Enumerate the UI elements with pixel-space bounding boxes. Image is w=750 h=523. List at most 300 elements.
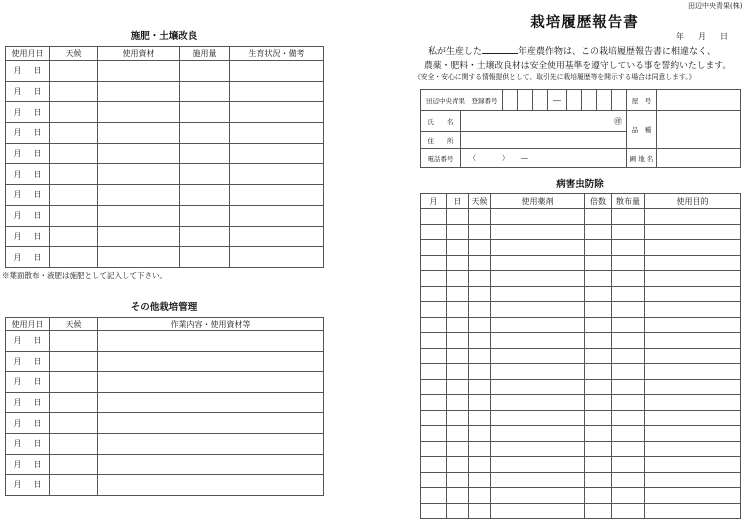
entry-cell[interactable] [230,226,324,247]
seal-icon: ㊞ [614,116,622,126]
entry-cell[interactable] [645,317,741,333]
entry-cell[interactable] [50,123,98,144]
entry-cell[interactable] [447,224,469,240]
entry-cell[interactable] [447,395,469,411]
pest-row [421,364,741,380]
pest-row [421,410,741,426]
entry-cell[interactable] [585,364,612,380]
pest-row [421,488,741,504]
date-cell[interactable] [6,392,50,413]
entry-cell[interactable] [469,472,491,488]
entry-cell[interactable] [50,413,98,434]
day-label: 日 [33,87,42,97]
entry-cell[interactable] [50,143,98,164]
header-day: 日 [447,194,469,209]
entry-cell[interactable] [421,348,447,364]
header-dilution: 倍数 [585,194,612,209]
day-label: 日 [33,418,42,428]
entry-cell[interactable] [98,123,180,144]
entry-cell[interactable] [612,488,645,504]
entry-cell[interactable] [469,364,491,380]
entry-cell[interactable] [98,205,180,226]
entry-cell[interactable] [612,441,645,457]
fertilizer-row [6,164,324,185]
date-cell[interactable] [6,164,50,185]
entry-cell[interactable] [50,102,98,123]
pest-row [421,224,741,240]
entry-cell[interactable] [585,317,612,333]
name-field[interactable] [461,111,627,132]
header-weather: 天候 [50,318,98,331]
entry-cell[interactable] [491,271,585,287]
entry-cell[interactable] [447,441,469,457]
entry-cell[interactable] [230,164,324,185]
entry-cell[interactable] [469,441,491,457]
entry-cell[interactable] [469,271,491,287]
entry-cell[interactable] [98,372,324,393]
entry-cell[interactable] [491,488,585,504]
entry-cell[interactable] [50,185,98,206]
reg-box-2[interactable] [518,90,533,111]
reg-box-3[interactable] [533,90,548,111]
other-row [6,392,324,413]
entry-cell[interactable] [421,410,447,426]
entry-cell[interactable] [469,426,491,442]
date-cell[interactable] [6,61,50,82]
report-line3: 《安全・安心に関する情報提供として、取引先に栽培履歴等を開示する場合は同意します。》 [414,73,696,81]
date-cell[interactable] [6,331,50,352]
fertilizer-header-row [6,47,324,61]
entry-cell[interactable] [585,348,612,364]
entry-cell[interactable] [421,503,447,519]
entry-cell[interactable] [98,351,324,372]
header-date: 使用月日 [6,47,50,61]
entry-cell[interactable] [50,226,98,247]
entry-cell[interactable] [447,410,469,426]
fertilizer-row [6,226,324,247]
yago-field[interactable] [657,90,741,111]
line1-suffix: 年産農作物は、この栽培履歴報告書に相違なく、 [518,47,716,57]
other-row [6,372,324,393]
entry-cell[interactable] [612,457,645,473]
entry-cell[interactable] [180,61,230,82]
entry-cell[interactable] [447,348,469,364]
entry-cell[interactable] [447,457,469,473]
entry-cell[interactable] [50,61,98,82]
entry-cell[interactable] [491,302,585,318]
entry-cell[interactable] [421,472,447,488]
entry-cell[interactable] [50,247,98,268]
entry-cell[interactable] [585,379,612,395]
fertilizer-row [6,185,324,206]
day-label: 日 [33,480,42,490]
entry-cell[interactable] [50,331,98,352]
fertilizer-row [6,81,324,102]
field-value[interactable] [657,149,741,168]
entry-cell[interactable] [421,286,447,302]
entry-cell[interactable] [98,475,324,496]
entry-cell[interactable] [230,205,324,226]
other-row [6,413,324,434]
entry-cell[interactable] [585,441,612,457]
entry-cell[interactable] [469,240,491,256]
entry-cell[interactable] [50,433,98,454]
entry-cell[interactable] [612,224,645,240]
day-label: 日 [33,190,42,200]
entry-cell[interactable] [469,255,491,271]
entry-cell[interactable] [491,317,585,333]
entry-cell[interactable] [180,81,230,102]
entry-cell[interactable] [491,333,585,349]
entry-cell[interactable] [98,143,180,164]
entry-cell[interactable] [612,426,645,442]
entry-cell[interactable] [645,395,741,411]
day-label: 日 [33,459,42,469]
entry-cell[interactable] [230,61,324,82]
day-label: 日 [33,439,42,449]
month-label: 月 [13,398,22,408]
entry-cell[interactable] [645,348,741,364]
other-table [5,317,324,496]
entry-cell[interactable] [645,457,741,473]
date-cell[interactable] [6,351,50,372]
entry-cell[interactable] [612,348,645,364]
entry-cell[interactable] [585,488,612,504]
pest-row [421,472,741,488]
entry-cell[interactable] [421,333,447,349]
entry-cell[interactable] [645,503,741,519]
reg-box-6[interactable] [597,90,612,111]
reg-box-1[interactable] [503,90,518,111]
entry-cell[interactable] [585,503,612,519]
entry-cell[interactable] [585,271,612,287]
month-label: 月 [13,66,22,76]
pest-row [421,286,741,302]
entry-cell[interactable] [469,410,491,426]
entry-cell[interactable] [447,488,469,504]
entry-cell[interactable] [50,81,98,102]
entry-cell[interactable] [645,302,741,318]
entry-cell[interactable] [491,441,585,457]
entry-cell[interactable] [469,379,491,395]
header-amount: 施用量 [180,47,230,61]
entry-cell[interactable] [469,395,491,411]
entry-cell[interactable] [421,240,447,256]
entry-cell[interactable] [469,503,491,519]
entry-cell[interactable] [447,255,469,271]
year-blank [482,45,518,54]
entry-cell[interactable] [447,240,469,256]
fertilizer-row [6,143,324,164]
pest-row [421,333,741,349]
header-date: 使用月日 [6,318,50,331]
entry-cell[interactable] [612,302,645,318]
entry-cell[interactable] [98,164,180,185]
entry-cell[interactable] [491,255,585,271]
header-purpose: 使用目的 [645,194,741,209]
entry-cell[interactable] [491,379,585,395]
fertilizer-row [6,123,324,144]
entry-cell[interactable] [421,441,447,457]
entry-cell[interactable] [612,410,645,426]
entry-cell[interactable] [98,185,180,206]
date-cell[interactable] [6,433,50,454]
entry-cell[interactable] [491,503,585,519]
other-header-row [6,318,324,331]
entry-cell[interactable] [585,333,612,349]
entry-cell[interactable] [645,379,741,395]
entry-cell[interactable] [469,286,491,302]
reg-box-4[interactable] [567,90,582,111]
entry-cell[interactable] [180,123,230,144]
entry-cell[interactable] [230,102,324,123]
entry-cell[interactable] [612,503,645,519]
entry-cell[interactable] [447,379,469,395]
info-row-phone [421,149,741,168]
entry-cell[interactable] [612,240,645,256]
entry-cell[interactable] [447,317,469,333]
report-line2: 農薬・肥料・土壌改良材は安全使用基準を遵守している事を誓約いたします。 [424,61,732,71]
entry-cell[interactable] [645,410,741,426]
phone-dash: ― [521,154,528,162]
day-label: 日 [33,252,42,262]
entry-cell[interactable] [612,271,645,287]
entry-cell[interactable] [98,226,180,247]
entry-cell[interactable] [612,395,645,411]
date-cell[interactable] [6,372,50,393]
entry-cell[interactable] [421,395,447,411]
entry-cell[interactable] [50,164,98,185]
entry-cell[interactable] [50,454,98,475]
entry-cell[interactable] [180,247,230,268]
entry-cell[interactable] [421,457,447,473]
entry-cell[interactable] [585,302,612,318]
entry-cell[interactable] [645,441,741,457]
entry-cell[interactable] [645,333,741,349]
entry-cell[interactable] [421,317,447,333]
entry-cell[interactable] [98,413,324,434]
entry-cell[interactable] [421,271,447,287]
date-cell[interactable] [6,123,50,144]
entry-cell[interactable] [645,488,741,504]
entry-cell[interactable] [469,348,491,364]
phone-label: 電話番号 [421,149,461,168]
date-cell[interactable] [6,226,50,247]
month-label: 月 [13,459,22,469]
entry-cell[interactable] [180,164,230,185]
line1-prefix: 私が生産した [428,47,483,57]
date-cell[interactable] [6,247,50,268]
entry-cell[interactable] [447,503,469,519]
pest-row [421,379,741,395]
date-cell[interactable] [6,102,50,123]
entry-cell[interactable] [612,472,645,488]
month-label: 月 [13,377,22,387]
date-cell[interactable] [6,413,50,434]
entry-cell[interactable] [469,457,491,473]
entry-cell[interactable] [447,209,469,225]
date-cell[interactable] [6,185,50,206]
entry-cell[interactable] [612,364,645,380]
entry-cell[interactable] [50,475,98,496]
entry-cell[interactable] [447,364,469,380]
entry-cell[interactable] [230,123,324,144]
entry-cell[interactable] [491,364,585,380]
entry-cell[interactable] [421,255,447,271]
entry-cell[interactable] [421,209,447,225]
report-line1 [428,44,716,57]
entry-cell[interactable] [491,286,585,302]
entry-cell[interactable] [98,454,324,475]
phone-paren-open: （ [469,154,476,162]
entry-cell[interactable] [491,410,585,426]
pest-table [420,193,741,519]
entry-cell[interactable] [180,102,230,123]
info-row-name [421,111,741,132]
entry-cell[interactable] [491,209,585,225]
other-row [6,454,324,475]
entry-cell[interactable] [645,472,741,488]
address-field[interactable] [461,132,627,149]
pest-row [421,395,741,411]
fertilizer-table [5,46,324,268]
entry-cell[interactable] [585,457,612,473]
entry-cell[interactable] [421,224,447,240]
entry-cell[interactable] [612,255,645,271]
entry-cell[interactable] [491,240,585,256]
entry-cell[interactable] [469,488,491,504]
entry-cell[interactable] [469,317,491,333]
entry-cell[interactable] [491,472,585,488]
entry-cell[interactable] [645,209,741,225]
entry-cell[interactable] [421,364,447,380]
reg-box-5[interactable] [582,90,597,111]
date-cell[interactable] [6,475,50,496]
entry-cell[interactable] [585,395,612,411]
entry-cell[interactable] [421,488,447,504]
entry-cell[interactable] [469,209,491,225]
entry-cell[interactable] [230,247,324,268]
entry-cell[interactable] [98,81,180,102]
variety-label: 品 種 [627,111,657,149]
entry-cell[interactable] [50,392,98,413]
entry-cell[interactable] [491,426,585,442]
report-title: 栽培履歴報告書 [530,15,639,31]
field-label: 圃 地 名 [627,149,657,168]
month-label: 月 [13,211,22,221]
fertilizer-row [6,102,324,123]
entry-cell[interactable] [585,240,612,256]
entry-cell[interactable] [645,224,741,240]
day-label: 日 [33,128,42,138]
entry-cell[interactable] [447,271,469,287]
phone-paren-close: ） [502,154,509,162]
entry-cell[interactable] [645,286,741,302]
entry-cell[interactable] [230,185,324,206]
day-label: 日 [33,149,42,159]
entry-cell[interactable] [447,302,469,318]
entry-cell[interactable] [645,364,741,380]
entry-cell[interactable] [447,286,469,302]
entry-cell[interactable] [585,224,612,240]
entry-cell[interactable] [645,240,741,256]
entry-cell[interactable] [180,205,230,226]
entry-cell[interactable] [645,271,741,287]
entry-cell[interactable] [50,372,98,393]
entry-cell[interactable] [491,348,585,364]
entry-cell[interactable] [98,102,180,123]
entry-cell[interactable] [491,457,585,473]
entry-cell[interactable] [50,351,98,372]
date-cell[interactable] [6,454,50,475]
entry-cell[interactable] [98,61,180,82]
entry-cell[interactable] [645,426,741,442]
entry-cell[interactable] [585,472,612,488]
entry-cell[interactable] [491,224,585,240]
entry-cell[interactable] [645,255,741,271]
entry-cell[interactable] [421,379,447,395]
entry-cell[interactable] [469,224,491,240]
entry-cell[interactable] [585,410,612,426]
entry-cell[interactable] [612,333,645,349]
month-label: 月 [13,418,22,428]
entry-cell[interactable] [447,472,469,488]
pest-row [421,348,741,364]
entry-cell[interactable] [469,302,491,318]
date-cell[interactable] [6,143,50,164]
entry-cell[interactable] [50,205,98,226]
entry-cell[interactable] [447,333,469,349]
entry-cell[interactable] [447,426,469,442]
entry-cell[interactable] [491,395,585,411]
entry-cell[interactable] [98,433,324,454]
entry-cell[interactable] [585,209,612,225]
entry-cell[interactable] [180,226,230,247]
entry-cell[interactable] [230,81,324,102]
info-row-registration [421,90,741,111]
date-cell[interactable] [6,205,50,226]
entry-cell[interactable] [469,333,491,349]
entry-cell[interactable] [98,392,324,413]
variety-field[interactable] [657,111,741,149]
fertilizer-row [6,61,324,82]
entry-cell[interactable] [612,209,645,225]
other-title: その他栽培管理 [130,302,198,313]
other-row [6,331,324,352]
entry-cell[interactable] [98,331,324,352]
entry-cell[interactable] [98,247,180,268]
entry-cell[interactable] [612,317,645,333]
entry-cell[interactable] [421,302,447,318]
entry-cell[interactable] [612,379,645,395]
month-label: 月 [13,356,22,366]
header-spray-amount: 散布量 [612,194,645,209]
fertilizer-row [6,247,324,268]
date-cell[interactable] [6,81,50,102]
entry-cell[interactable] [585,286,612,302]
phone-field[interactable] [461,149,627,168]
entry-cell[interactable] [585,426,612,442]
reg-box-7[interactable] [612,90,627,111]
entry-cell[interactable] [612,286,645,302]
entry-cell[interactable] [180,185,230,206]
entry-cell[interactable] [421,426,447,442]
entry-cell[interactable] [230,143,324,164]
header-work: 作業内容・使用資材等 [98,318,324,331]
entry-cell[interactable] [180,143,230,164]
pest-header-row [421,194,741,209]
entry-cell[interactable] [585,255,612,271]
